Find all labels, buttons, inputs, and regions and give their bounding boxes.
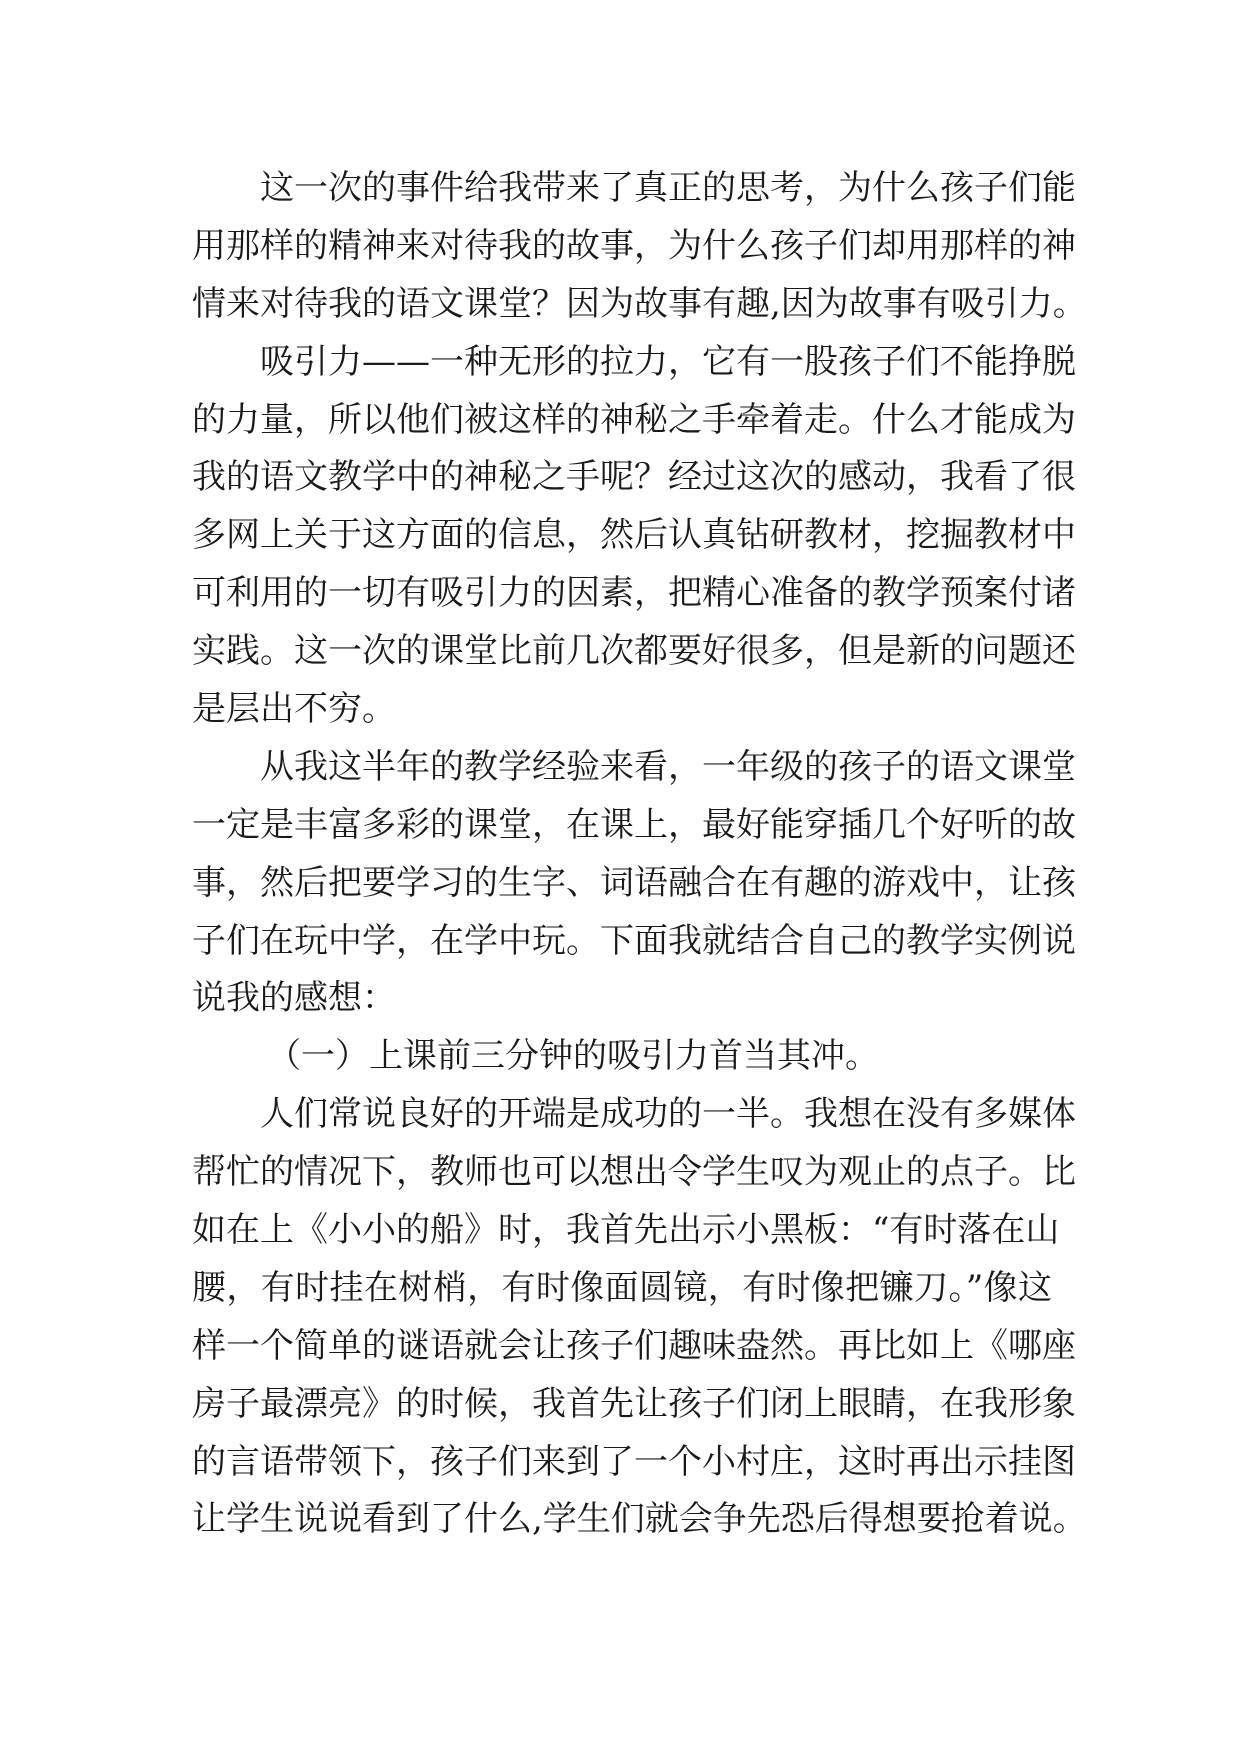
text-line: 是层出不穷。 — [192, 689, 396, 730]
text-line: 房子最漂亮》的时候，我首先让孩子们闭上眼睛，在我形象 — [192, 1383, 1076, 1424]
text-line: 我的语文教学中的神秘之手呢？经过这次的感动，我看了很 — [192, 457, 1076, 498]
text-line: 一定是丰富多彩的课堂，在课上，最好能穿插几个好听的故 — [192, 804, 1076, 845]
paragraph-4 — [192, 1086, 1087, 1549]
text-line: 实践。这一次的课堂比前几次都要好很多，但是新的问题还 — [192, 631, 1076, 672]
text-line: 的力量，所以他们被这样的神秘之手牵着走。什么才能成为 — [192, 399, 1076, 440]
paragraph-1 — [192, 160, 1087, 334]
text-line: 这一次的事件给我带来了真正的思考，为什么孩子们能 — [260, 168, 1076, 208]
text-line: 用那样的精神来对待我的故事，为什么孩子们却用那样的神 — [192, 225, 1076, 266]
body-text — [192, 160, 1087, 1549]
text-line: 让学生说说看到了什么,学生们就会争先恐后得想要抢着说。 — [192, 1499, 1087, 1540]
text-line: 情来对待我的语文课堂？因为故事有趣,因为故事有吸引力。 — [192, 283, 1087, 324]
text-line: 的言语带领下，孩子们来到了一个小村庄，这时再出示挂图 — [192, 1441, 1076, 1482]
text-line: 多网上关于这方面的信息，然后认真钻研教材，挖掘教材中 — [192, 515, 1076, 556]
text-line: 如在上《小小的船》时，我首先出示小黑板：“有时落在山 — [192, 1210, 1060, 1251]
paragraph-2 — [192, 334, 1076, 739]
text-line: 从我这半年的教学经验来看，一年级的孩子的语文课堂 — [260, 746, 1076, 787]
text-line: 帮忙的情况下，教师也可以想出令学生叹为观止的点子。比 — [192, 1152, 1076, 1193]
text-line: 吸引力——一种无形的拉力，它有一股孩子们不能挣脱 — [260, 341, 1076, 382]
section-heading — [192, 1028, 1052, 1086]
text-line: 说我的感想： — [192, 978, 396, 1019]
text-line: 子们在玩中学，在学中玩。下面我就结合自己的教学实例说 — [192, 920, 1076, 961]
text-line: 样一个简单的谜语就会让孩子们趣味盎然。再比如上《哪座 — [192, 1325, 1076, 1366]
text-line: 事，然后把要学习的生字、词语融合在有趣的游戏中，让孩 — [192, 862, 1076, 903]
text-line: 人们常说良好的开端是成功的一半。我想在没有多媒体 — [260, 1094, 1076, 1135]
text-line: 腰，有时挂在树梢，有时像面圆镜，有时像把镰刀。”像这 — [192, 1267, 1052, 1308]
text-line: 可利用的一切有吸引力的因素，把精心准备的教学预案付诸 — [192, 573, 1076, 614]
heading-line: （一）上课前三分钟的吸引力首当其冲。 — [267, 1036, 879, 1077]
paragraph-3 — [192, 739, 1076, 1028]
